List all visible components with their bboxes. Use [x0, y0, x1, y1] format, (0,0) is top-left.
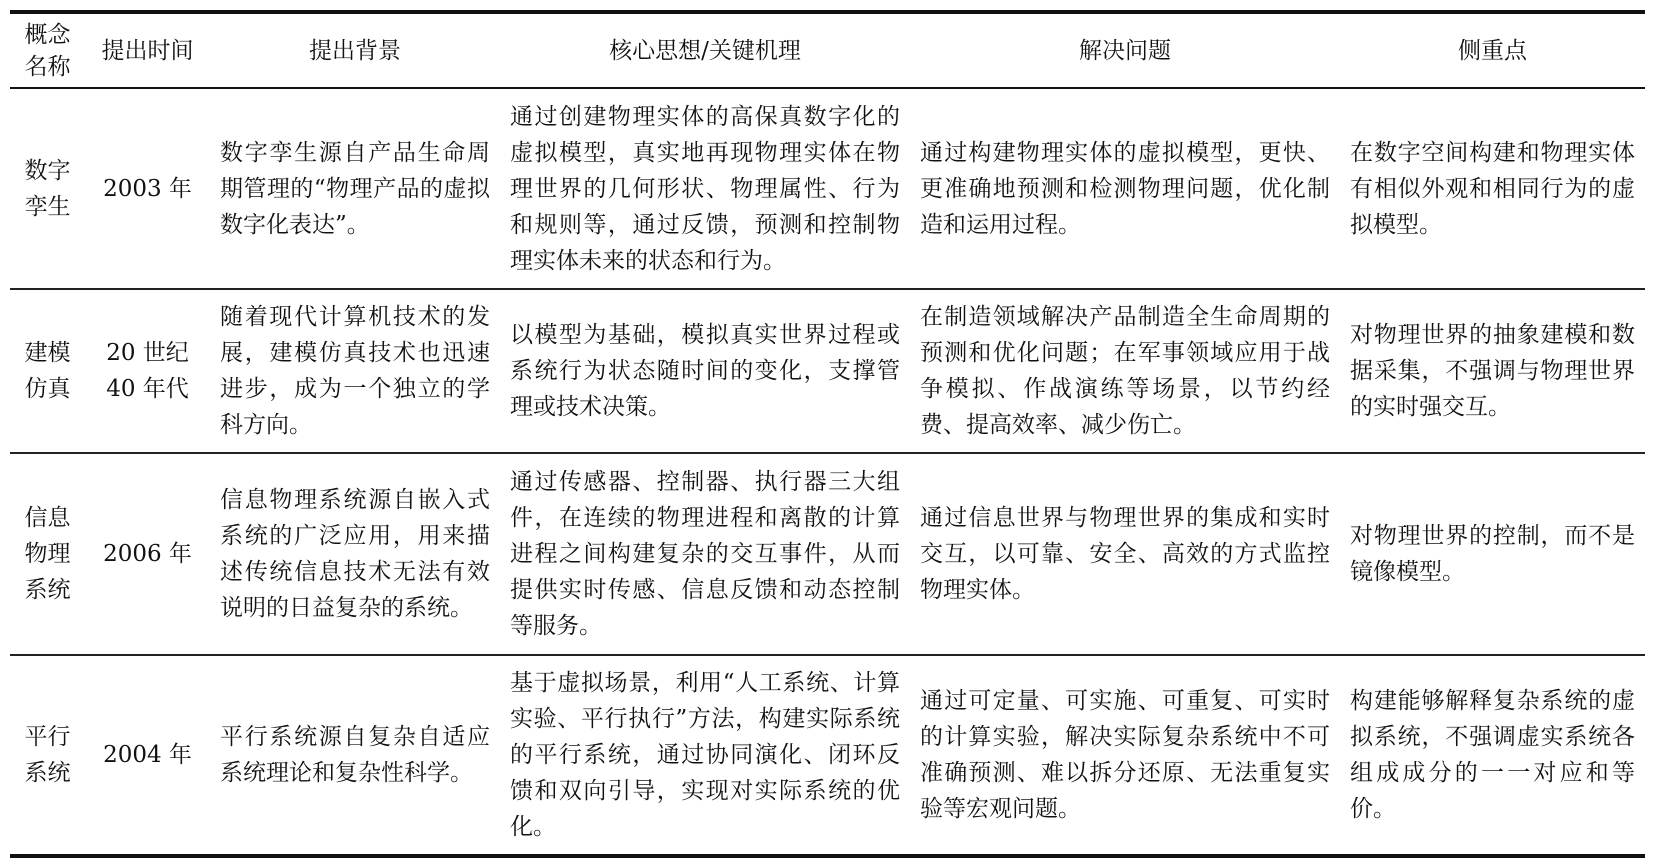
concept-comparison-table	[10, 10, 1645, 858]
focus-cell: 对物理世界的控制，而不是镜像模型。	[1350, 522, 1635, 585]
focus-cell: 构建能够解释复杂系统的虚拟系统，不强调虚实系统各组成成分的一一对应和等价。	[1350, 687, 1635, 822]
core-idea-cell: 以模型为基础，模拟真实世界过程或系统行为状态随时间的变化，支撑管理或技术决策。	[510, 322, 900, 421]
core-idea-cell: 通过传感器、控制器、执行器三大组件，在连续的物理进程和离散的计算进程之间构建复杂的交互事件，从而提供实时传感、信息反馈和动态控制等服务。	[510, 468, 900, 639]
problem-cell: 通过构建物理实体的虚拟模型，更快、更准确地预测和检测物理问题，优化制造和运用过程。	[920, 139, 1330, 238]
table-row	[10, 289, 1645, 453]
header-problem-solved: 解决问题	[1079, 37, 1171, 64]
table-body	[10, 88, 1645, 856]
background-cell: 平行系统源自复杂自适应系统理论和复杂性科学。	[220, 723, 490, 786]
header-proposed-time: 提出时间	[101, 37, 194, 64]
header-concept-name: 概念 名称	[24, 21, 71, 80]
problem-cell: 通过信息世界与物理世界的集成和实时交互，以可靠、安全、高效的方式监控物理实体。	[920, 504, 1330, 603]
time-cell: 2003 年	[103, 175, 192, 202]
concept-name-cell: 平行 系统	[24, 723, 71, 786]
concept-name-cell: 数字 孪生	[24, 157, 71, 220]
table-row	[10, 655, 1645, 856]
time-cell: 2006 年	[103, 540, 192, 567]
focus-cell: 在数字空间构建和物理实体有相似外观和相同行为的虚拟模型。	[1350, 139, 1635, 238]
header-focus: 侧重点	[1458, 37, 1527, 64]
table-row	[10, 88, 1645, 289]
concept-name-cell: 信息 物理 系统	[24, 504, 71, 603]
time-cell: 20 世纪 40 年代	[106, 340, 189, 403]
header-background: 提出背景	[309, 37, 401, 64]
header-core-idea: 核心思想/关键机理	[609, 37, 801, 64]
problem-cell: 通过可定量、可实施、可重复、可实时的计算实验，解决实际复杂系统中不可准确预测、难以拆分还原、无法重复实验等宏观问题。	[920, 687, 1330, 822]
problem-cell: 在制造领域解决产品制造全生命周期的预测和优化问题；在军事领域应用于战争模拟、作战演练等场景，以节约经费、提高效率、减少伤亡。	[920, 304, 1330, 439]
background-cell: 数字孪生源自产品生命周期管理的“物理产品的虚拟数字化表达”。	[220, 139, 490, 238]
time-cell: 2004 年	[103, 741, 192, 768]
concept-name-cell: 建模 仿真	[24, 340, 71, 403]
focus-cell: 对物理世界的抽象建模和数据采集，不强调与物理世界的实时强交互。	[1350, 322, 1635, 421]
table-row	[10, 453, 1645, 654]
table-header	[10, 12, 1645, 88]
background-cell: 随着现代计算机技术的发展，建模仿真技术也迅速进步，成为一个独立的学科方向。	[220, 304, 490, 439]
header-row	[10, 12, 1645, 88]
core-idea-cell: 通过创建物理实体的高保真数字化的虚拟模型，真实地再现物理实体在物理世界的几何形状、物理属性、行为和规则等，通过反馈，预测和控制物理实体未来的状态和行为。	[510, 103, 900, 274]
background-cell: 信息物理系统源自嵌入式系统的广泛应用，用来描述传统信息技术无法有效说明的日益复杂的系统。	[220, 486, 490, 621]
core-idea-cell: 基于虚拟场景，利用“人工系统、计算实验、平行执行”方法，构建实际系统的平行系统，通过协同演化、闭环反馈和双向引导，实现对实际系统的优化。	[510, 669, 900, 840]
